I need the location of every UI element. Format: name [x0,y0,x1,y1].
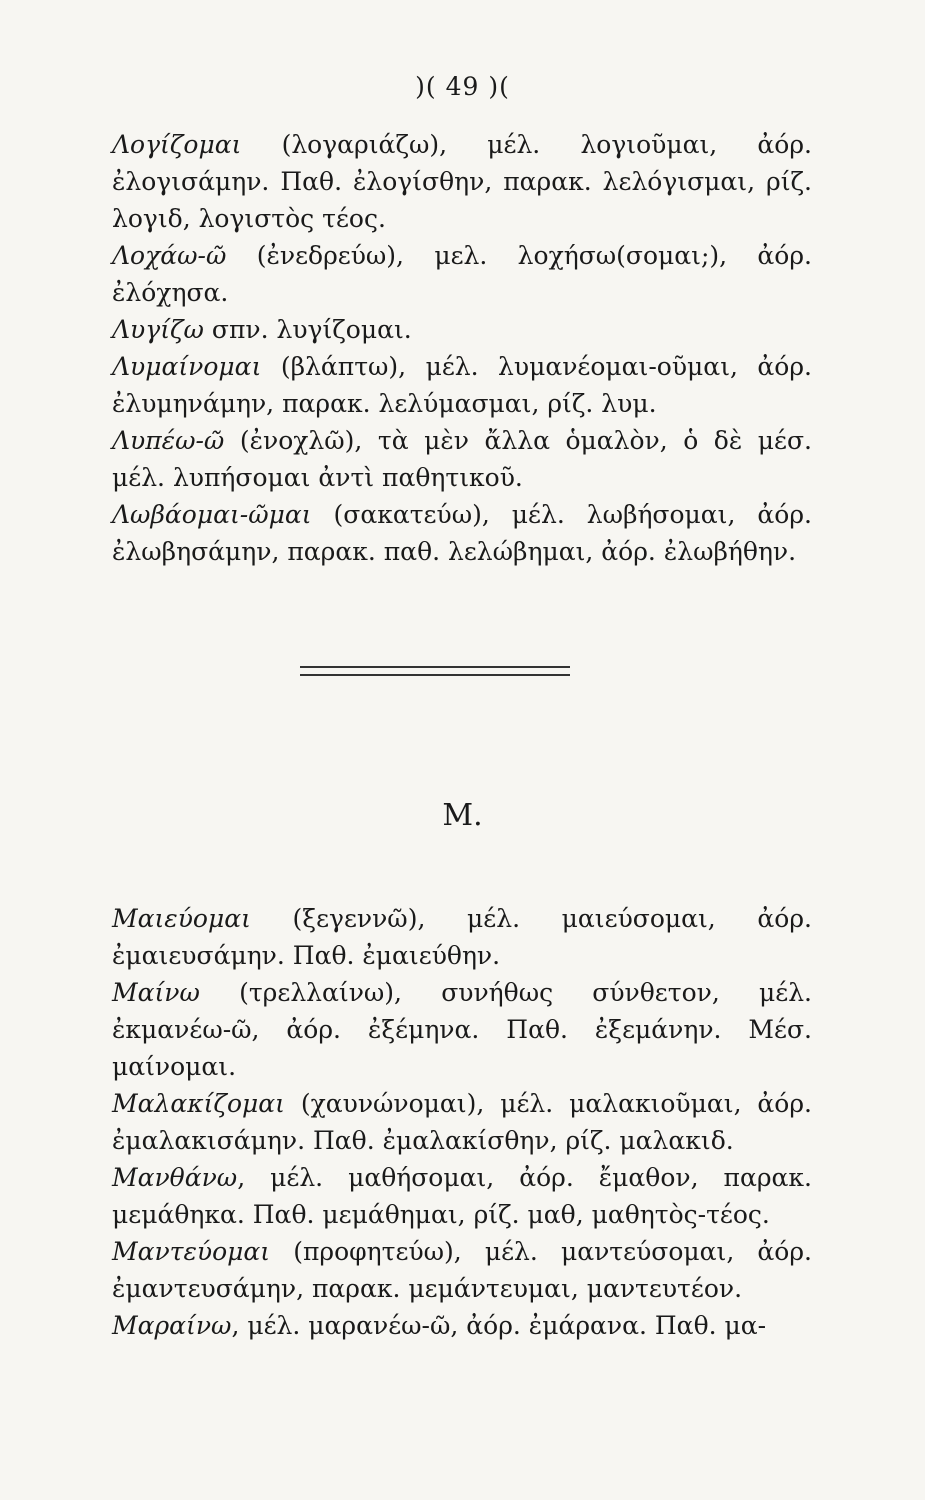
dictionary-entry [112,348,812,422]
dictionary-entry [112,1233,812,1307]
entry-text: (ἐνοχλῶ), τὰ μὲν ἄλλα ὁμαλὸν, ὁ δὲ μέσ. μέλ. λυπήσομαι ἀντὶ παθητικοῦ. [112,426,812,492]
dictionary-entry [112,1307,812,1344]
entry-headword: Λωβάομαι-ῶμαι [112,500,312,529]
entry-headword: Μαντεύομαι [112,1237,271,1266]
entry-text: (ξεγεννῶ), μέλ. μαιεύσομαι, ἀόρ. ἐμαιευσάμην. Παθ. ἐμαιεύθην. [112,904,812,970]
entry-text: , μέλ. μαρανέω-ῶ, ἀόρ. ἐμάρανα. Παθ. μα- [231,1311,767,1340]
entry-headword: Μαραίνω [112,1311,232,1340]
entry-headword: Μαίνω [112,978,200,1007]
entry-headword: Λυπέω-ῶ [112,426,225,455]
entry-text: σπν. λυγίζομαι. [203,315,412,344]
entry-text: , μέλ. μαθήσομαι, ἀόρ. ἔμαθον, παρακ. μεμάθηκα. Παθ. μεμάθημαι, ρίζ. μαθ, μαθητὸς-τέος. [112,1163,812,1229]
entry-text: (χαυνώνομαι), μέλ. μαλακιοῦμαι, ἀόρ. ἐμαλακισάμην. Παθ. ἐμαλακίσθην, ρίζ. μαλακιδ. [112,1089,812,1155]
entry-text: (ἐνεδρεύω), μελ. λοχήσω(σομαι;), ἀόρ. ἐλόχησα. [112,241,812,307]
entry-headword: Μαιεύομαι [112,904,251,933]
entry-headword: Λυμαίνομαι [112,352,262,381]
entry-headword: Μανθάνω [112,1163,238,1192]
dictionary-entry [112,422,812,496]
entry-text: (σακατεύω), μέλ. λωβήσομαι, ἀόρ. ἐλωβησάμην, παρακ. παθ. λελώβημαι, ἀόρ. ἐλωβήθην. [112,500,812,566]
entry-headword: Λογίζομαι [112,130,242,159]
dictionary-entry [112,900,812,974]
dictionary-entry [112,1085,812,1159]
dictionary-entries-mu [112,900,812,1344]
page-number: )( 49 )( [415,72,510,101]
entry-headword: Λοχάω-ῶ [112,241,227,270]
entry-text: (τρελλαίνω), συνήθως σύνθετον, μέλ. ἐκμανέω-ῶ, ἀόρ. ἐξέμηνα. Παθ. ἐξεμάνην. Μέσ. μαίνομαι. [112,978,812,1081]
dictionary-entry [112,496,812,570]
section-divider [300,666,570,676]
entry-headword: Μαλακίζομαι [112,1089,285,1118]
dictionary-entry [112,237,812,311]
entry-text: (λογαριάζω), μέλ. λογιοῦμαι, ἀόρ. ἐλογισάμην. Παθ. ἐλογίσθην, παρακ. λελόγισμαι, ρίζ. λογιδ, λογιστὸς τέος. [112,130,812,233]
dictionary-entry [112,311,812,348]
dictionary-entry [112,1159,812,1233]
entry-text: (προφητεύω), μέλ. μαντεύσομαι, ἀόρ. ἐμαντευσάμην, παρακ. μεμάντευμαι, μαντευτέον. [112,1237,812,1303]
section-heading: Μ. [442,798,483,833]
dictionary-entry [112,126,812,237]
entry-headword: Λυγίζω [112,315,204,344]
dictionary-entries-lambda [112,126,812,570]
dictionary-entry [112,974,812,1085]
entry-text: (βλάπτω), μέλ. λυμανέομαι-οῦμαι, ἀόρ. ἐλυμηνάμην, παρακ. λελύμασμαι, ρίζ. λυμ. [112,352,812,418]
